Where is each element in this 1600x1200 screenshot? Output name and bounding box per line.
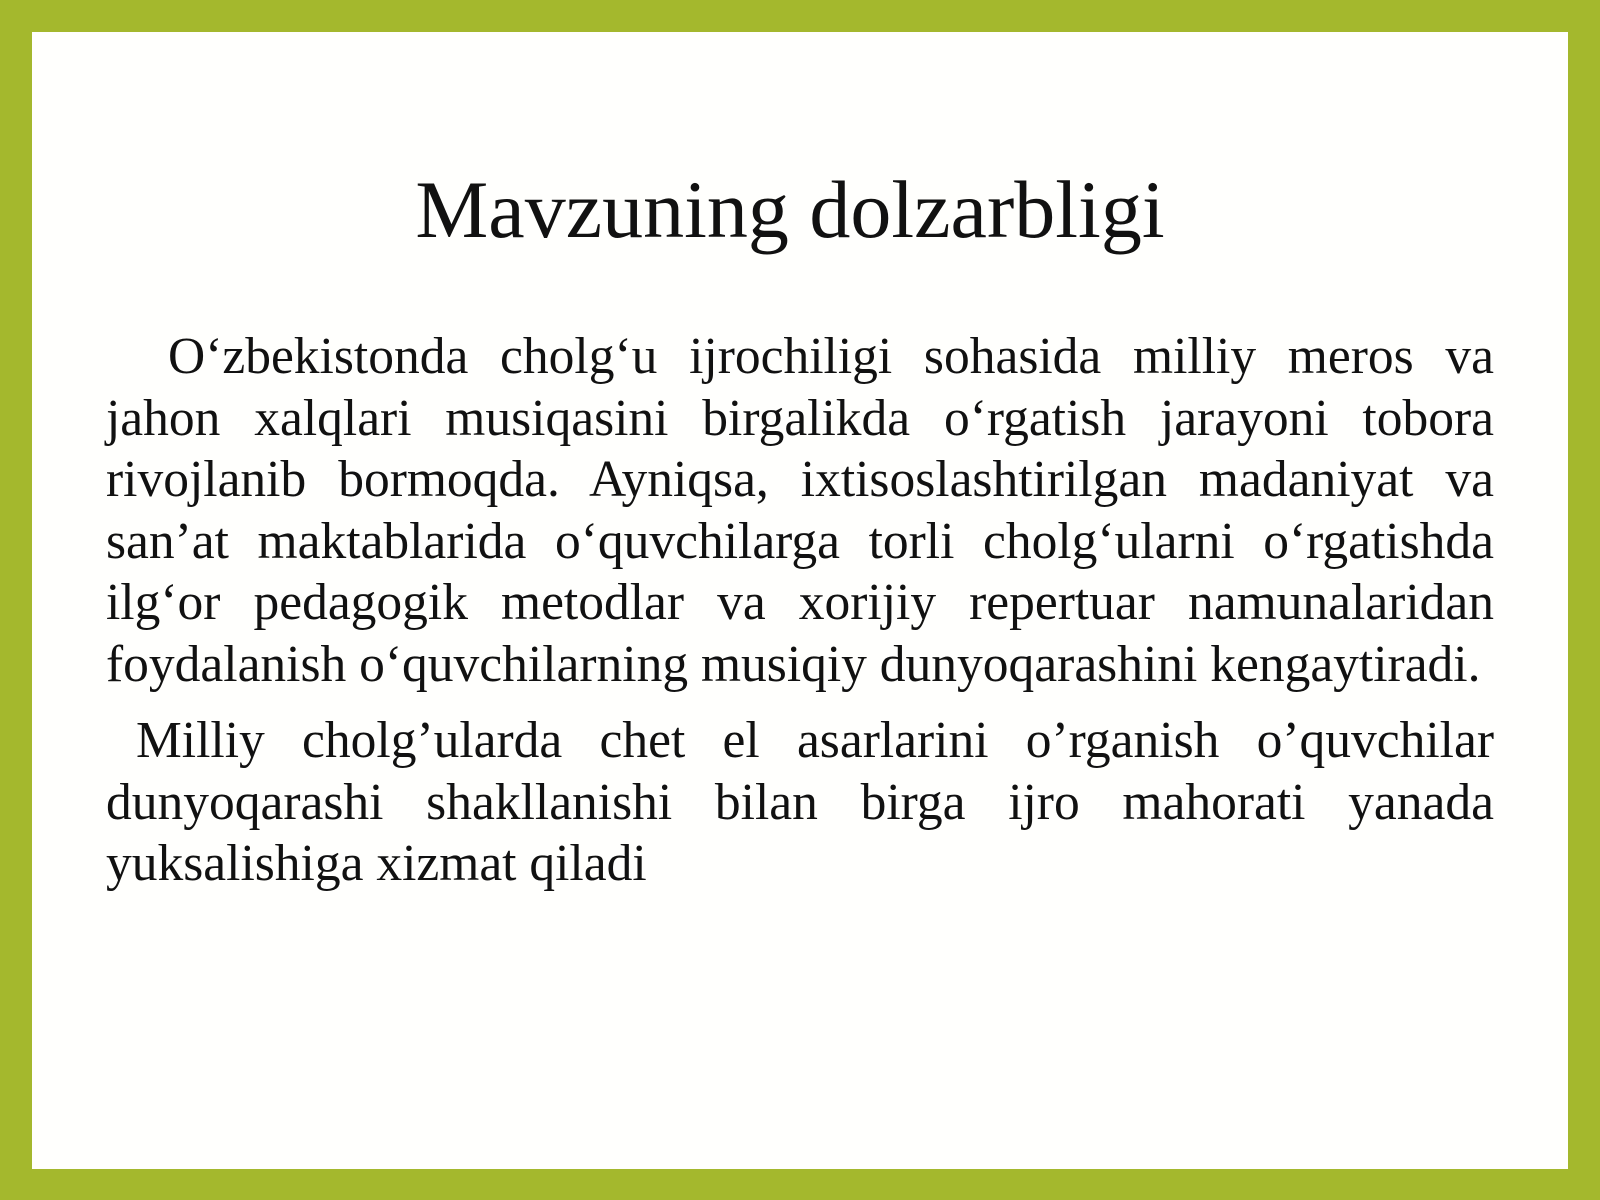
paragraph-national-instruments: Milliy cholg’ularda chet el asarlarini o’rganish o’quvchilar dunyoqarashi shakllanishi bilan birga ijro mahorati yanada yuksalishiga xizmat qiladi (106, 712, 1494, 892)
paragraph-relevance: O‘zbekistonda cholg‘u ijrochiligi sohasida milliy meros va jahon xalqlari musiqasini birgalikda o‘rgatish jarayoni tobora rivojlanib bormoqda. Ayniqsa, ixtisoslashtirilgan madaniyat va san’at maktablarida o‘quvchilarga torli cholg‘ularni o‘rgatishda ilg‘or pedagogik metodlar va xorijiy repertuar namunalaridan foydalanish o‘quvchilarning musiqiy dunyoqarashini kengaytiradi. (106, 328, 1494, 693)
slide-title: Mavzuning dolzarbligi (415, 164, 1165, 255)
slide (32, 32, 1568, 1169)
slide-body (106, 326, 1494, 895)
